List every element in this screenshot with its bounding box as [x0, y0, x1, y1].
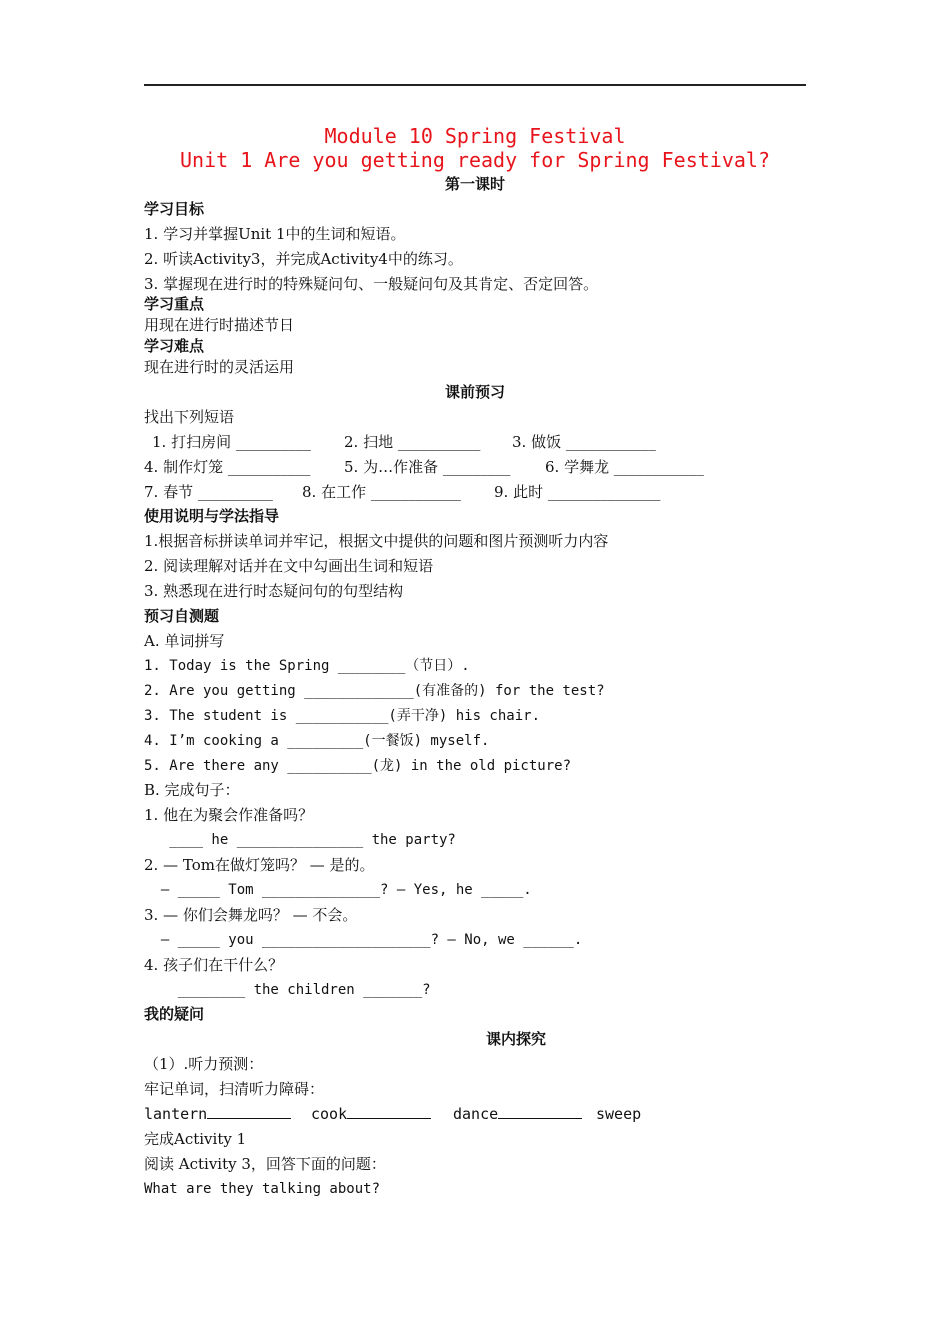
part-a-label: A. 单词拼写	[144, 632, 225, 650]
guide-item: 2. 阅读理解对话并在文中勾画出生词和短语	[144, 557, 434, 575]
memorize-instruction: 牢记单词，扫清听力障碍：	[144, 1080, 325, 1098]
focus-heading: 学习重点	[144, 295, 205, 313]
phrase-blank: 2. 扫地 ___________	[344, 433, 481, 451]
module-title: Module 10 Spring Festival	[324, 124, 626, 148]
answer-blank[interactable]	[347, 1104, 431, 1119]
answer-blank[interactable]	[207, 1104, 291, 1119]
explore-heading: 课内探究	[486, 1030, 547, 1048]
phrase-blank: 3. 做饭 ____________	[512, 433, 656, 451]
preview-heading: 课前预习	[444, 383, 505, 401]
vocab-word-lantern: lantern	[144, 1105, 208, 1123]
sentence-blank: ________ the children _______?	[144, 982, 431, 998]
sentence-blank: — _____ you ____________________? — No, we ______.	[144, 932, 583, 948]
sentence-prompt: 4. 孩子们在干什么？	[144, 956, 284, 974]
answer-blank[interactable]	[498, 1104, 582, 1119]
phrase-blank: 5. 为…作准备 _________	[344, 458, 511, 476]
unit-title: Unit 1 Are you getting ready for Spring Festival?	[179, 148, 770, 172]
phrase-blank: 1. 打扫房间 __________	[152, 433, 311, 451]
lesson-label: 第一课时	[444, 175, 505, 193]
explore-step: （1）.听力预测：	[144, 1055, 264, 1073]
header-rule	[144, 84, 806, 86]
vocab-word-dance: dance	[453, 1105, 499, 1123]
phrase-blank: 6. 学舞龙 ____________	[545, 458, 704, 476]
vocab-word-cook: cook	[311, 1105, 348, 1123]
sentence-prompt: 2. — Tom在做灯笼吗？ — 是的。	[144, 856, 375, 874]
spelling-item: 3. The student is ___________(弄干净) his chair.	[144, 708, 541, 724]
sentence-blank: — _____ Tom ______________? — Yes, he _____.	[144, 882, 532, 898]
vocab-word	[311, 1104, 431, 1124]
questions-heading: 我的疑问	[144, 1005, 205, 1023]
goal-item: 1. 学习并掌握Unit 1中的生词和短语。	[144, 225, 406, 243]
selftest-heading: 预习自测题	[144, 607, 220, 625]
vocab-word	[144, 1104, 291, 1124]
sentence-prompt: 1. 他在为聚会作准备吗？	[144, 806, 314, 824]
spelling-item: 1. Today is the Spring ________（节日）.	[144, 658, 470, 674]
spelling-item: 2. Are you getting _____________(有准备的) for the test?	[144, 683, 605, 699]
focus-text: 用现在进行时描述节日	[144, 316, 295, 334]
vocab-word-sweep: sweep	[596, 1105, 642, 1123]
guide-item: 3. 熟悉现在进行时态疑问句的句型结构	[144, 582, 404, 600]
sentence-blank: ____ he _______________ the party?	[144, 832, 456, 848]
phrase-blank: 7. 春节 __________	[144, 483, 273, 501]
sentence-prompt: 3. — 你们会舞龙吗？ — 不会。	[144, 906, 358, 924]
difficulty-text: 现在进行时的灵活运用	[144, 358, 295, 376]
preview-instruction: 找出下列短语	[144, 408, 235, 426]
goal-item: 2. 听读Activity3，并完成Activity4中的练习。	[144, 250, 463, 268]
phrase-blank: 8. 在工作 ____________	[302, 483, 461, 501]
comprehension-question: What are they talking about?	[144, 1181, 381, 1197]
guide-item: 1.根据音标拼读单词并牢记，根据文中提供的问题和图片预测听力内容	[144, 532, 609, 550]
phrase-blank: 4. 制作灯笼 ___________	[144, 458, 311, 476]
vocab-word	[453, 1104, 582, 1124]
activity3-instruction: 阅读 Activity 3，回答下面的问题：	[144, 1155, 386, 1173]
guide-heading: 使用说明与学法指导	[144, 507, 280, 525]
goal-item: 3. 掌握现在进行时的特殊疑问句、一般疑问句及其肯定、否定回答。	[144, 275, 599, 293]
goals-heading: 学习目标	[144, 200, 205, 218]
spelling-item: 5. Are there any __________(龙) in the old picture?	[144, 758, 572, 774]
part-b-label: B. 完成句子：	[144, 781, 240, 799]
difficulty-heading: 学习难点	[144, 337, 205, 355]
phrase-blank: 9. 此时 _______________	[494, 483, 661, 501]
spelling-item: 4. I’m cooking a _________(一餐饭) myself.	[144, 733, 490, 749]
activity1-instruction: 完成Activity 1	[144, 1130, 247, 1148]
